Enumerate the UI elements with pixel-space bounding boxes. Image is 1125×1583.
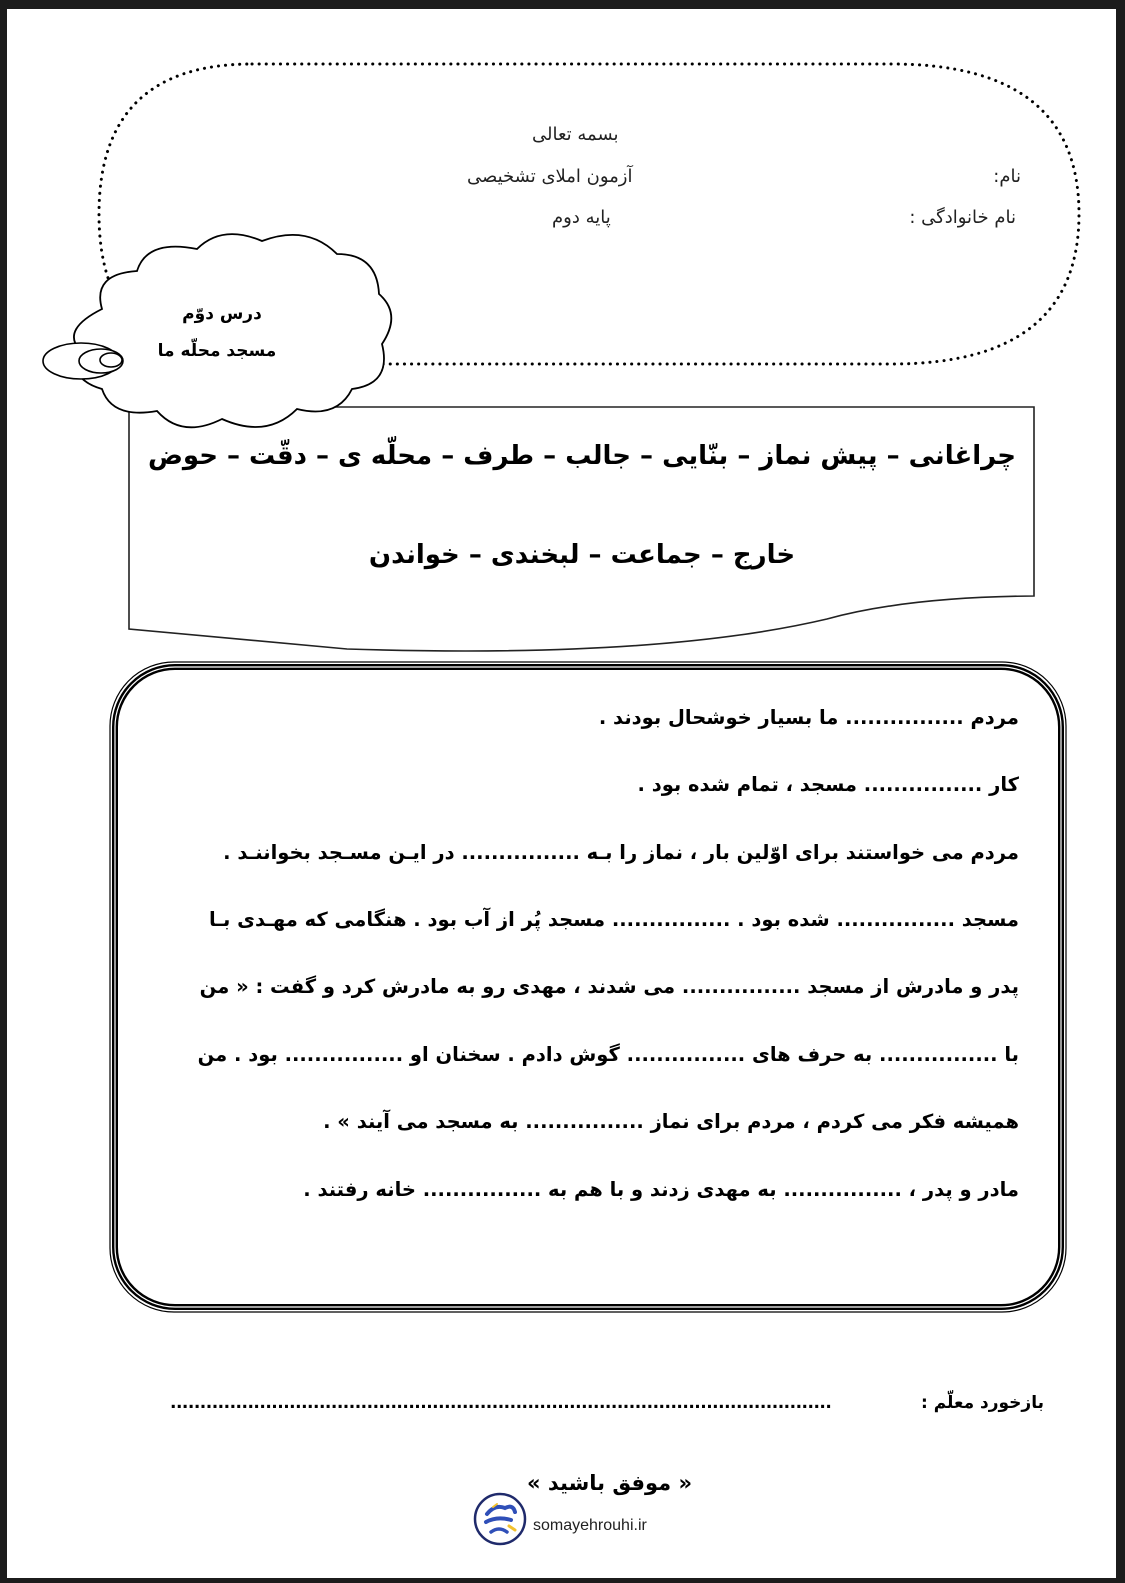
- dictation-line-6: با ................ به حرف های ................ گوش دادم . سخنان او ................ بود . من: [197, 1043, 1019, 1066]
- dictation-line-5: پدر و مادرش از مسجد ................ می شدند ، مهدی رو به مادرش کرد و گفت : « من: [199, 975, 1019, 998]
- dictation-line-2: کار ................ مسجد ، تمام شده بود .: [637, 773, 1019, 796]
- bismillah-text: بسمه تعالی: [532, 124, 619, 145]
- lesson-title: مسجد محلّه ما: [157, 341, 277, 361]
- dictation-line-4: مسجد ................ شده بود . ................ مسجد پُر از آب بود . هنگامی که مهـدی بـا: [208, 908, 1019, 931]
- calligraphy-seal-icon: [473, 1492, 527, 1546]
- lesson-number: درس دوّم: [182, 304, 262, 324]
- exam-title: آزمون املای تشخیصی: [467, 166, 633, 187]
- worksheet-page: [7, 9, 1116, 1578]
- website-link[interactable]: somayehrouhi.ir: [533, 1517, 647, 1534]
- grade-text: پایه دوم: [552, 207, 611, 228]
- cloud-shape: [43, 234, 391, 427]
- dictation-line-7: همیشه فکر می کردم ، مردم برای نماز ................ به مسجد می آیند » .: [323, 1110, 1019, 1133]
- word-list-line-2: خارج – جماعت – لبخندی – خواندن: [368, 540, 796, 570]
- teacher-feedback-field[interactable]: ...............................................................................................................: [170, 1393, 832, 1413]
- family-name-field-label: نام خانوادگی :: [909, 207, 1016, 228]
- teacher-feedback-label: بازخورد معلّم :: [920, 1393, 1044, 1413]
- dictation-line-3: مردم می خواستند برای اوّلین بار ، نماز را بـه ................ در ایـن مسـجد بخواننـد .: [223, 841, 1019, 864]
- word-list-line-1: چراغانی – پیش نماز – بنّایی – جالب – طرف – محلّه ی – دقّت – حوض: [147, 441, 1017, 471]
- name-field-label: نام:: [993, 166, 1021, 187]
- closing-message: « موفق باشید »: [527, 1471, 693, 1495]
- dictation-line-8: مادر و پدر ، ................ به مهدی زدند و با هم به ................ خانه رفتند .: [303, 1178, 1019, 1201]
- dictation-line-1: مردم ................ ما بسیار خوشحال بودند .: [598, 706, 1019, 729]
